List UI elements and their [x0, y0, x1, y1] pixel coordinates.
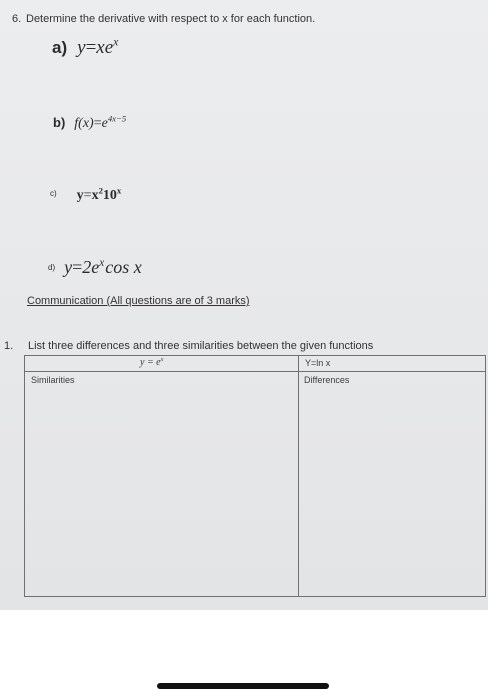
base: 2e	[82, 257, 100, 277]
lhs: y	[64, 257, 73, 277]
part-a-equation	[52, 37, 118, 59]
right-column-header: Y=ln x	[305, 358, 331, 368]
question-number: 1.	[4, 340, 14, 352]
lhs: y	[77, 37, 86, 58]
question-1-prompt	[4, 340, 373, 352]
tail: 10	[102, 188, 117, 203]
left-column-header	[140, 357, 163, 368]
part-d-equation	[48, 257, 142, 278]
home-indicator[interactable]	[157, 683, 329, 689]
header-exponent: x	[160, 356, 164, 364]
equals: =	[85, 37, 97, 58]
question-number: 6.	[12, 13, 22, 25]
exponent: 4x−5	[107, 113, 127, 124]
question-text: List three differences and three similarities between the given functions	[28, 340, 374, 352]
exponent: 2	[98, 185, 103, 196]
exponent: x	[113, 35, 119, 49]
exponent: x	[99, 257, 105, 270]
equals: =	[83, 188, 92, 203]
header-base: y = e	[140, 357, 161, 368]
table-bottom-border	[24, 596, 486, 597]
lhs: f(x)	[74, 116, 94, 131]
base: x	[91, 188, 99, 203]
part-label: c)	[50, 189, 57, 198]
part-c-equation	[50, 186, 121, 204]
question-text: Determine the derivative with respect to x for each function.	[26, 13, 316, 25]
table-left-border	[24, 355, 25, 597]
part-label: a)	[52, 38, 68, 57]
similarities-label: Similarities	[31, 375, 75, 385]
table-top-border	[24, 355, 486, 356]
differences-label: Differences	[304, 375, 350, 385]
part-b-equation	[53, 114, 126, 132]
part-label: b)	[53, 115, 66, 130]
part-label: d)	[48, 263, 56, 272]
tail: cos x	[105, 257, 142, 277]
table-header-divider	[24, 371, 486, 372]
comparison-table	[24, 355, 486, 597]
table-column-divider	[298, 355, 299, 597]
table-right-border	[485, 355, 486, 597]
tail-exponent: x	[116, 185, 122, 196]
lhs: y	[76, 188, 84, 203]
question-6-prompt	[12, 13, 315, 25]
equals: =	[93, 116, 102, 131]
equals: =	[72, 257, 83, 277]
communication-heading: Communication (All questions are of 3 marks)	[27, 295, 250, 307]
base: e	[101, 116, 108, 131]
base: xe	[96, 37, 114, 58]
